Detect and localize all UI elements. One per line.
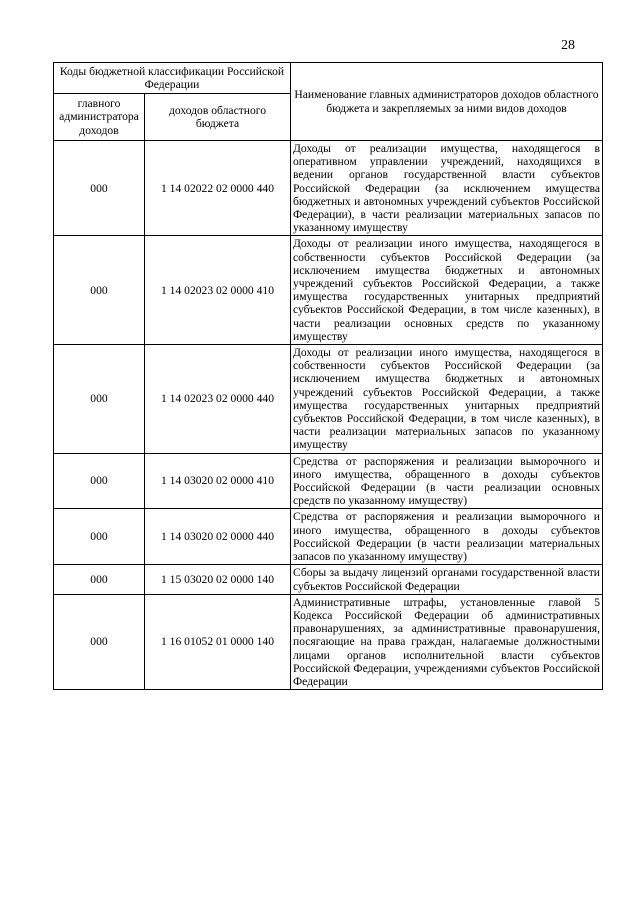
table-row xyxy=(54,453,603,509)
income-code: 1 14 03020 02 0000 440 xyxy=(145,509,291,565)
income-code: 1 14 02022 02 0000 440 xyxy=(145,141,291,236)
admin-code: 000 xyxy=(54,565,145,594)
income-name: Средства от распоряжения и реализации выморочного и иного имущества, обращенного в доходы субъектов Российской Федерации (в части реализации материальных запасов по указанному имуществу) xyxy=(291,509,603,565)
income-name: Средства от распоряжения и реализации выморочного и иного имущества, обращенного в доходы субъектов Российской Федерации (в части реализации основных средств по указанному имуществу) xyxy=(291,453,603,509)
header-income-column: доходов областного бюджета xyxy=(145,94,291,141)
income-name: Сборы за выдачу лицензий органами государственной власти субъектов Российской Федерации xyxy=(291,565,603,594)
income-code: 1 15 03020 02 0000 140 xyxy=(145,565,291,594)
table-row xyxy=(54,345,603,454)
income-name: Доходы от реализации иного имущества, находящегося в собственности субъектов Российской Федерации (за исключением имущества бюджетных и автономных учреждений субъектов Российской Федерации, а также имущества государственных унитарных предприятий субъектов Российской Федерации, в том числе казенных), в части реализации основных средств по указанному имуществу xyxy=(291,236,603,345)
income-name: Административные штрафы, установленные главой 5 Кодекса Российской Федерации об административных правонарушениях, за административные правонарушения, посягающие на права граждан, налагаемые должностными лицами органов исполнительной власти субъектов Российской Федерации, учреждениями субъектов Российской Федерации xyxy=(291,594,603,689)
table-row xyxy=(54,565,603,594)
admin-code: 000 xyxy=(54,141,145,236)
income-code: 1 14 02023 02 0000 410 xyxy=(145,236,291,345)
budget-classification-table xyxy=(53,62,603,690)
admin-code: 000 xyxy=(54,509,145,565)
admin-code: 000 xyxy=(54,236,145,345)
table-header-row xyxy=(54,63,603,94)
income-code: 1 14 02023 02 0000 440 xyxy=(145,345,291,454)
income-name: Доходы от реализации имущества, находящегося в оперативном управлении учреждений, находящихся в ведении органов государственной власти субъектов Российской Федерации (за исключением имущества бюджетных и автономных учреждений субъектов Российской Федерации), в части реализации материальных запасов по указанному имуществу xyxy=(291,141,603,236)
admin-code: 000 xyxy=(54,345,145,454)
header-admin-column: главного администратора доходов xyxy=(54,94,145,141)
income-name: Доходы от реализации иного имущества, находящегося в собственности субъектов Российской Федерации (за исключением имущества бюджетных и автономных учреждений субъектов Российской Федерации, а также имущества государственных унитарных предприятий субъектов Российской Федерации, в том числе казенных), в части реализации материальных запасов по указанному имуществу xyxy=(291,345,603,454)
page-number: 28 xyxy=(561,38,575,53)
income-code: 1 14 03020 02 0000 410 xyxy=(145,453,291,509)
admin-code: 000 xyxy=(54,453,145,509)
table-row xyxy=(54,236,603,345)
header-name-column: Наименование главных администраторов доходов областного бюджета и закрепляемых за ними видов доходов xyxy=(291,63,603,141)
table-row xyxy=(54,594,603,689)
table-row xyxy=(54,509,603,565)
table-row xyxy=(54,141,603,236)
header-codes-group: Коды бюджетной классификации Российской Федерации xyxy=(54,63,291,94)
admin-code: 000 xyxy=(54,594,145,689)
income-code: 1 16 01052 01 0000 140 xyxy=(145,594,291,689)
